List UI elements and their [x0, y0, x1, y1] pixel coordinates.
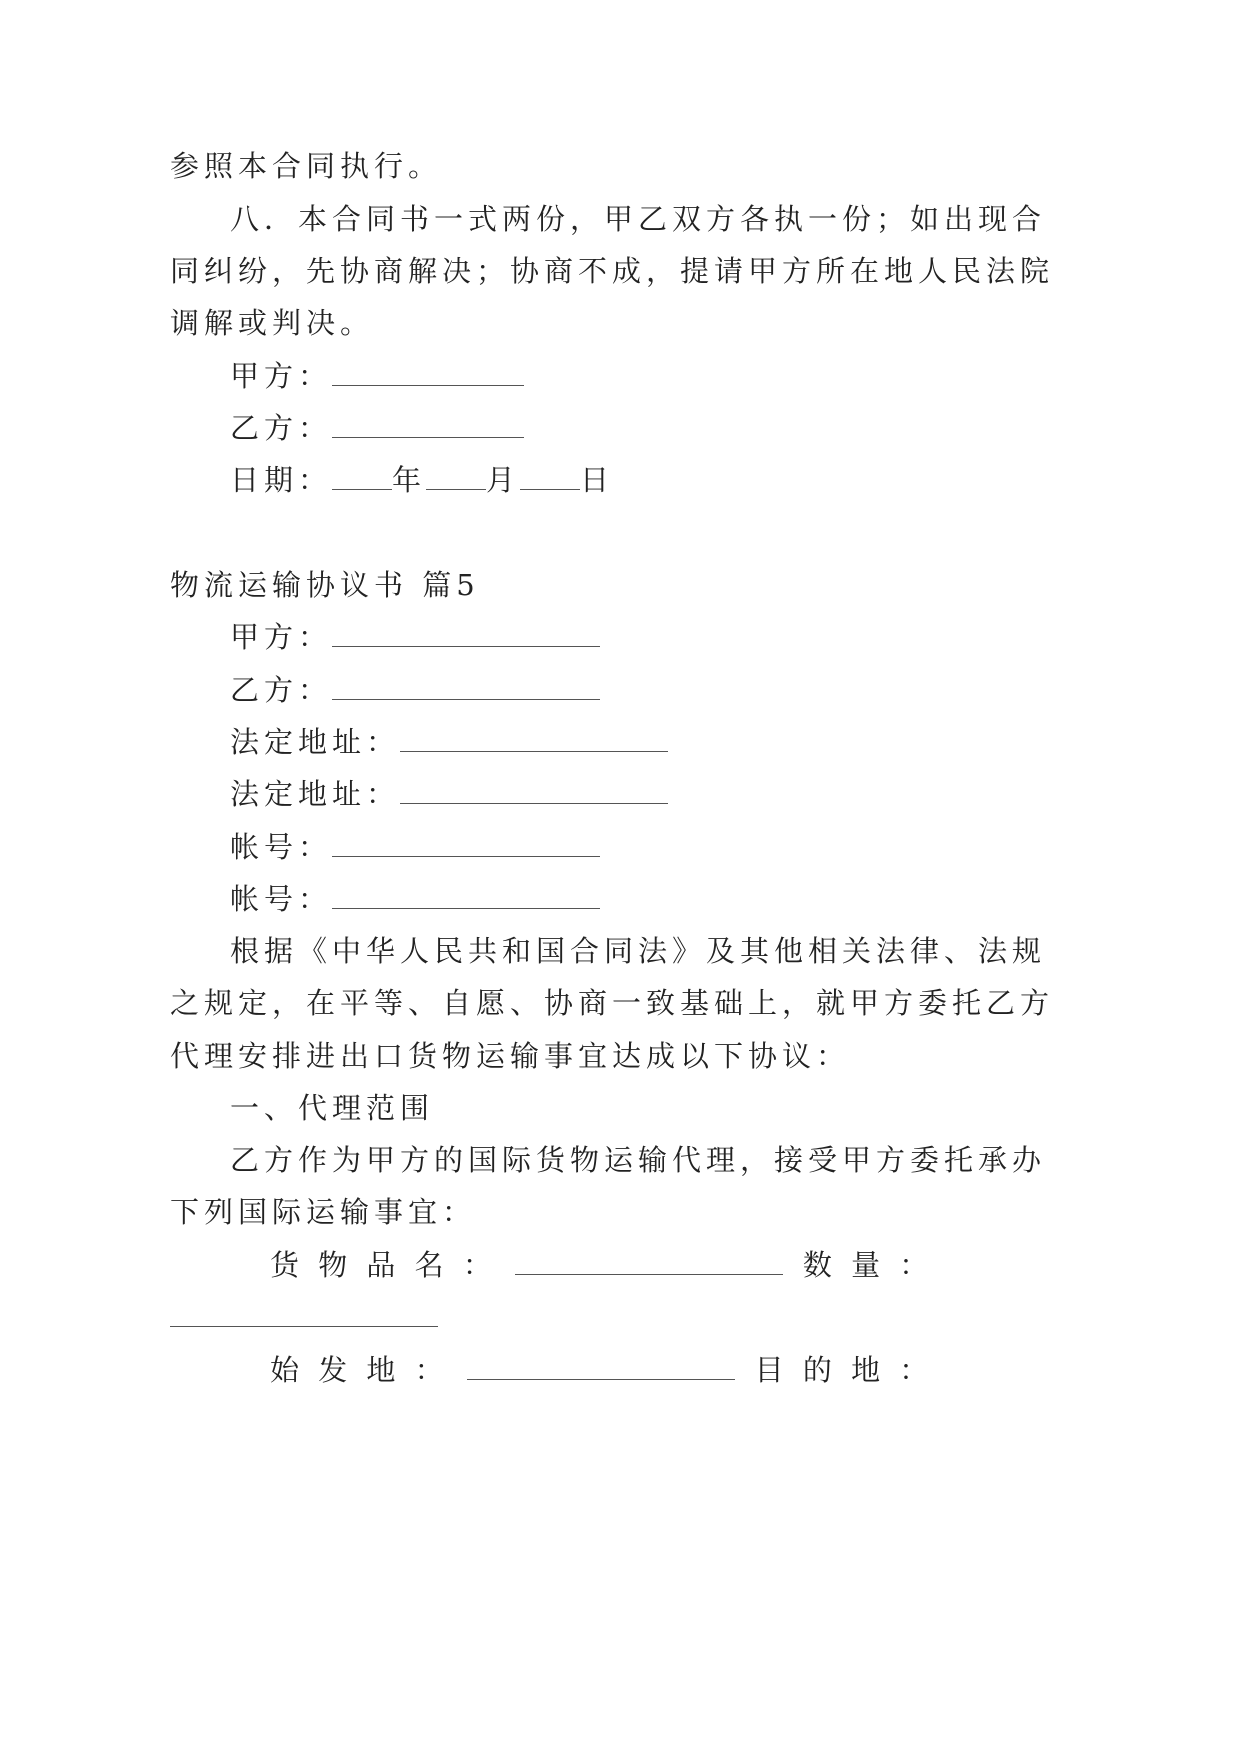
p5-party-a-label: 甲方： [230, 620, 333, 654]
day-blank[interactable] [520, 465, 580, 490]
address-a-blank[interactable] [400, 727, 668, 752]
address-a-field [230, 722, 668, 762]
scope-line-1: 乙方作为甲方的国际货物运输代理，接受甲方委托承办 [230, 1143, 1047, 1177]
party-a-field [230, 356, 524, 396]
account-b-blank[interactable] [332, 884, 600, 909]
p5-party-b-blank[interactable] [332, 675, 600, 700]
preamble-line-2: 之规定，在平等、自愿、协商一致基础上，就甲方委托乙方 [170, 986, 1055, 1020]
goods-label: 货 物 品 名 ： [270, 1248, 497, 1282]
party-b-label: 乙方： [230, 411, 333, 445]
year-blank[interactable] [332, 465, 392, 490]
address-b-label: 法定地址： [230, 777, 401, 811]
account-a-blank[interactable] [332, 832, 600, 857]
quantity-blank[interactable] [170, 1302, 438, 1327]
goods-blank[interactable] [515, 1250, 783, 1275]
address-b-field [230, 774, 668, 814]
goods-field [270, 1245, 933, 1285]
month-blank[interactable] [426, 465, 486, 490]
address-a-label: 法定地址： [230, 725, 401, 759]
party-b-blank[interactable] [332, 413, 524, 438]
date-label: 日期： [230, 463, 333, 497]
section-heading: 一、代理范围 [230, 1091, 435, 1125]
origin-label: 始 发 地 ： [270, 1353, 449, 1387]
account-b-label: 帐号： [230, 882, 333, 916]
section-title: 物流运输协议书 篇5 [170, 568, 480, 602]
date-field [230, 460, 614, 500]
year-label: 年 [392, 463, 427, 497]
preamble-line-1: 根据《中华人民共和国合同法》及其他相关法律、法规 [230, 934, 1047, 968]
scope-line-2: 下列国际运输事宜： [170, 1195, 477, 1229]
day-label: 日 [580, 463, 615, 497]
quantity-label: 数 量 ： [802, 1248, 934, 1282]
clause-8-line-2: 同纠纷，先协商解决；协商不成，提请甲方所在地人民法院 [170, 254, 1055, 288]
text-line: 参照本合同执行。 [170, 149, 443, 183]
p5-party-a-blank[interactable] [332, 622, 600, 647]
clause-8-line-3: 调解或判决。 [170, 306, 375, 340]
address-b-blank[interactable] [400, 779, 668, 804]
account-a-label: 帐号： [230, 830, 333, 864]
party-a-label: 甲方： [230, 359, 333, 393]
quantity-field [170, 1297, 438, 1337]
origin-blank[interactable] [467, 1355, 735, 1380]
destination-label: 目 的 地 ： [754, 1353, 934, 1387]
month-label: 月 [486, 463, 521, 497]
clause-8-line-1: 八．本合同书一式两份，甲乙双方各执一份；如出现合 [230, 202, 1047, 236]
origin-field [270, 1350, 933, 1390]
account-a-field [230, 827, 600, 867]
party-a-blank[interactable] [332, 361, 524, 386]
preamble-line-3: 代理安排进出口货物运输事宜达成以下协议： [170, 1039, 851, 1073]
account-b-field [230, 879, 600, 919]
p5-party-b-field [230, 670, 600, 710]
party-b-field [230, 408, 524, 448]
p5-party-b-label: 乙方： [230, 673, 333, 707]
p5-party-a-field [230, 617, 600, 657]
